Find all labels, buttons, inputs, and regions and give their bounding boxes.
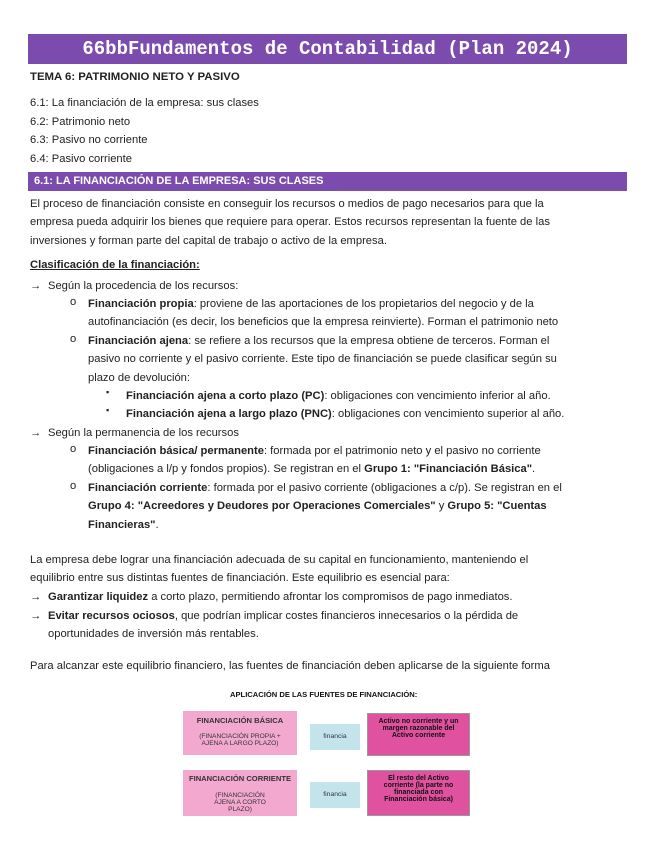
corriente-target-box: El resto del Activo corriente (la parte no financiada con Financiación básica) bbox=[367, 770, 470, 816]
toc-item: 6.4: Pasivo corriente bbox=[30, 152, 132, 165]
square-bullet-icon: ▪ bbox=[106, 387, 110, 397]
intro-line: empresa pueda adquirir los bienes que requiere para operar. Estos recursos representan la fuente de las bbox=[30, 216, 550, 229]
arrow-icon: → bbox=[30, 427, 42, 439]
classification-heading: Clasificación de la financiación: bbox=[30, 259, 200, 271]
financia-arrow-1: financia bbox=[310, 724, 360, 750]
permanencia-item: → Según la permanencia de los recursos bbox=[30, 424, 239, 442]
equilibrium-paragraph: La empresa debe lograr una financiación adecuada de su capital en funcionamiento, manteniendo el equilibrio entre sus distintas fuentes de financiación. Este equilibrio es esencial para: bbox=[30, 554, 529, 585]
ajena-largo-plazo: Financiación ajena a largo plazo (PNC): obligaciones con vencimiento superior al año. bbox=[126, 408, 565, 420]
financiacion-ajena: Financiación ajena: se refiere a los recursos que la empresa obtiene de terceros. Forman el pasivo no corriente y el pasivo corriente. Este tipo de financiación se puede clasificar según su plazo de devolución: bbox=[88, 335, 557, 384]
intro-paragraph bbox=[30, 195, 620, 250]
financiacion-propia: Financiación propia: proviene de las aportaciones de los propietarios del negocio y de la autofinanciación (es decir, los beneficios que la empresa reinvierte). Forman el patrimonio neto bbox=[88, 298, 559, 329]
toc-item: 6.3: Pasivo no corriente bbox=[30, 134, 148, 146]
ajena-corto-plazo: Financiación ajena a corto plazo (PC): obligaciones con vencimiento inferior al año. bbox=[126, 390, 551, 402]
basica-target-box: Activo no corriente y un margen razonable del Activo corriente bbox=[367, 713, 470, 756]
topic-heading: TEMA 6: PATRIMONIO NETO Y PASIVO bbox=[30, 71, 240, 83]
intro-line: inversiones y forman parte del capital de trabajo o activo de la empresa. bbox=[30, 234, 387, 247]
liquidez-item: → Garantizar liquidez a corto plazo, permitiendo afrontar los compromisos de pago inmediatos. bbox=[30, 588, 513, 606]
arrow-icon: → bbox=[30, 280, 42, 292]
section-heading: 6.1: LA FINANCIACIÓN DE LA EMPRESA: SUS CLASES bbox=[28, 172, 627, 191]
arrow-icon: → bbox=[30, 591, 42, 603]
intro-line: El proceso de financiación consiste en conseguir los recursos o medios de pago necesarios para que la bbox=[30, 198, 544, 210]
financiacion-basica: Financiación básica/ permanente: formada por el patrimonio neto y el pasivo no corriente (obligaciones a l/p y fondos propios). Se registran en el Grupo 1: "Financiación Básica". bbox=[88, 445, 541, 476]
corriente-box: FINANCIACIÓN CORRIENTE (FINANCIACIÓN AJENA A CORTO PLAZO) bbox=[183, 770, 297, 816]
bullet-icon: o bbox=[70, 296, 77, 308]
financiacion-corriente: Financiación corriente: formada por el pasivo corriente (obligaciones a c/p). Se registran en el Grupo 4: "Acreedores y Deudores por Operaciones Comerciales" y Grupo 5: "Cuentas Financieras". bbox=[88, 482, 562, 531]
arrow-icon: → bbox=[30, 610, 42, 622]
document-title: 66bbFundamentos de Contabilidad (Plan 2024) bbox=[28, 34, 627, 64]
financia-arrow-2: financia bbox=[310, 782, 360, 808]
bullet-icon: o bbox=[70, 480, 77, 492]
procedencia-item: → Según la procedencia de los recursos: bbox=[30, 277, 238, 295]
basica-box: FINANCIACIÓN BÁSICA (FINANCIACIÓN PROPIA + AJENA A LARGO PLAZO) bbox=[183, 711, 297, 755]
closing-paragraph: Para alcanzar este equilibrio financiero, las fuentes de financiación deben aplicarse de la siguiente forma bbox=[30, 660, 550, 672]
toc-item: 6.2: Patrimonio neto bbox=[30, 115, 131, 128]
square-bullet-icon: ▪ bbox=[106, 405, 110, 415]
diagram-title: APLICACIÓN DE LAS FUENTES DE FINANCIACIÓN: bbox=[230, 690, 418, 699]
toc-item: 6.1: La financiación de la empresa: sus clases bbox=[30, 97, 259, 109]
bullet-icon: o bbox=[70, 443, 77, 455]
recursos-ociosos-item: → Evitar recursos ociosos, que podrían implicar costes financieros innecesarios o la pérdida de oportunidades de inversión más rentables. bbox=[30, 607, 630, 644]
bullet-icon: o bbox=[70, 333, 77, 345]
table-of-contents bbox=[30, 94, 259, 168]
